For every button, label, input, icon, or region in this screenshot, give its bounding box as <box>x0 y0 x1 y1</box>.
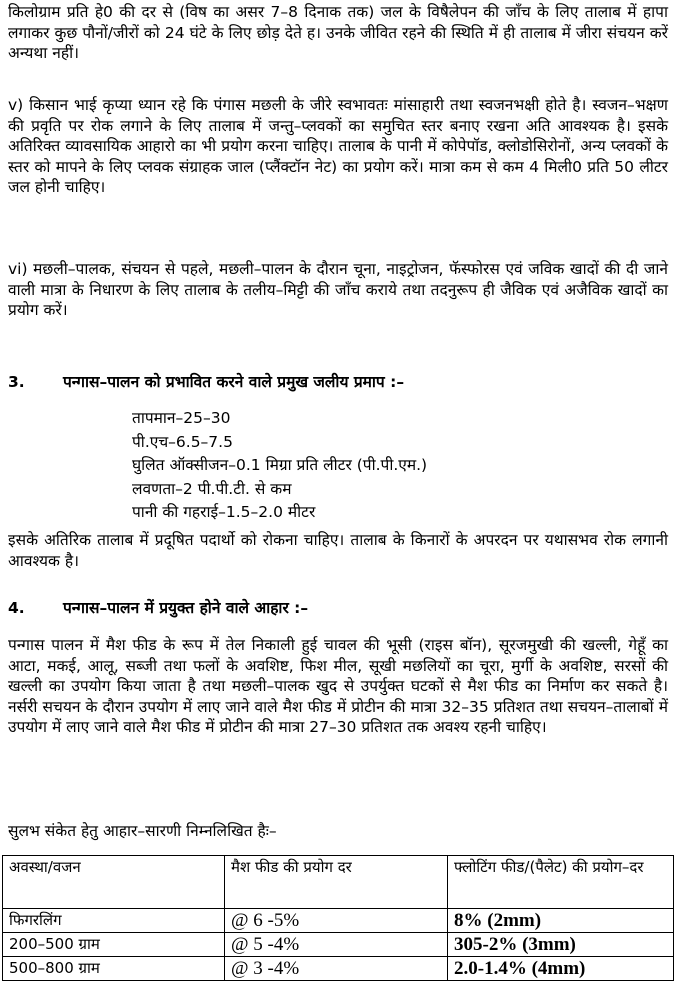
table-row <box>3 933 674 957</box>
table-cell-stage: 500–800 ग्राम <box>3 957 225 981</box>
list-item: तापमान–25–30 <box>132 409 231 427</box>
list-item: पानी की गहराई–1.5–2.0 मीटर <box>132 503 316 521</box>
list-item: पी.एच–6.5–7.5 <box>132 432 233 451</box>
table-header-row <box>3 856 674 909</box>
table-header-cell: मैश फीड की प्रयोग दर <box>225 856 448 909</box>
paragraph-cannibalism: v) किसान भाई कृप्या ध्यान रहे कि पंगास मछली के जीरे स्वभावतः मांसाहारी तथा स्वजनभक्षी होते है। स्वजन–भक्षण की प्रवृति पर रोक लगाने के लिए तालाब में जन्तु–प्लवकों का समुचित स्तर बनाए रखना अति आवश्यक है। इसके अतिरिक्त व्यावसायिक आहारो का भी प्रयोग करना चाहिए। तालाब के पानी में कोपेपॉड, क्लोडोसिरोनों, अन्य प्लवकों के स्तर को मापने के लिए प्लवक संग्राहक जाल (प्लैंक्टॉन नेट) का प्रयोग करें। मात्रा कम से कम 4 मिली0 प्रति 50 लीटर जल होनी चाहिए। <box>8 96 668 196</box>
paragraph-toxicity-test: किलोग्राम प्रति हे0 की दर से (विष का असर 7–8 दिनाक तक) जल के विषैलेपन की जाँच के लिए तालाब में हापा लगाकर कुछ पौनों/जीरों को 24 घंटे के लिए छोड़ देते ह। उनके जीवित रहने की स्थिति में ही तालाब में जीरा संचयन करें अन्यथा नहीं। <box>8 3 668 62</box>
paragraph-soil-test: vi) मछली–पालक, संचयन से पहले, मछली–पालन के दौरान चूना, नाइट्रोजन, फॅस्फोरस एवं जविक खादों की दी जाने वाली मात्रा के निधारण के लिए तालाब के तलीय–मिट्टी की जाँच कराये तथा तदनुरूप ही जैविक एवं अजैविक खादों का प्रयोग करें। <box>8 260 668 319</box>
table-cell-floating-rate: 2.0-1.4% (4mm) <box>448 957 674 981</box>
table-header-cell: फ्लोटिंग फीड/(पैलेट) की प्रयोग–दर <box>448 856 674 909</box>
paragraph-pollution: इसके अतिरिक तालाब में प्रदूषित पदार्थो को रोकना चाहिए। तालाब के किनारों के अपरदन पर यथासभव रोक लगानी आवश्यक है। <box>8 531 668 570</box>
table-header-cell: अवस्था/वजन <box>3 856 225 909</box>
table-cell-floating-rate: 8% (2mm) <box>448 909 674 933</box>
section-3-title: पन्गास–पालन को प्रभावित करने वाले प्रमुख जलीय प्रमाप :– <box>63 373 405 391</box>
paragraph-table-intro: सुलभ संकेत हेतु आहार–सारणी निम्नलिखित हैः– <box>8 822 277 840</box>
table-cell-stage: 200–500 ग्राम <box>3 933 225 957</box>
section-4-title: पन्गास–पालन में प्रयुक्त होने वाले आहार :– <box>63 599 309 617</box>
table-cell-mash-rate: @ 6 -5% <box>225 909 448 933</box>
table-row <box>3 909 674 933</box>
paragraph-mash-feed: पन्गास पालन में मैश फीड के रूप में तेल निकाली हुई चावल की भूसी (राइस बॉन), सूरजमुखी की खल्ली, गेहूँ का आटा, मकई, आलू, सब्जी तथा फलों के अवशिष्ट, फिश मील, सूखी मछलियों का चूरा, मुर्गी के अवशिष्ट, सरसों की खल्ली का उपयोग किया जाता है तथा मछली–पालक खुद से उपर्युक्त घटकों से मैश फीड का निर्माण कर सकते है। नर्सरी सचयन के दौरान उपयोग में लाए जाने वाले मैश फीड में प्रोटीन की मात्रा 32–35 प्रतिशत तथा सचयन–तालाबों में उपयोग में लाए जाने वाले मैश फीड में प्रोटीन की मात्रा 27–30 प्रतिशत तक अवश्य रहनी चाहिए। <box>8 636 668 736</box>
feed-rate-table <box>2 855 674 981</box>
section-3-number: 3. <box>8 373 25 391</box>
table-cell-mash-rate: @ 5 -4% <box>225 933 448 957</box>
list-item: लवणता–2 पी.पी.टी. से कम <box>132 479 292 498</box>
section-4-number: 4. <box>8 599 25 617</box>
table-cell-floating-rate: 305-2% (3mm) <box>448 933 674 957</box>
water-parameter-list <box>132 407 427 525</box>
table-row <box>3 957 674 981</box>
table-cell-mash-rate: @ 3 -4% <box>225 957 448 981</box>
section-4-heading <box>8 598 668 618</box>
list-item: घुलित ऑक्सीजन–0.1 मिग्रा प्रति लीटर (पी.पी.एम.) <box>132 456 428 474</box>
section-3-heading <box>8 372 668 392</box>
table-cell-stage: फिगरलिंग <box>3 909 225 933</box>
